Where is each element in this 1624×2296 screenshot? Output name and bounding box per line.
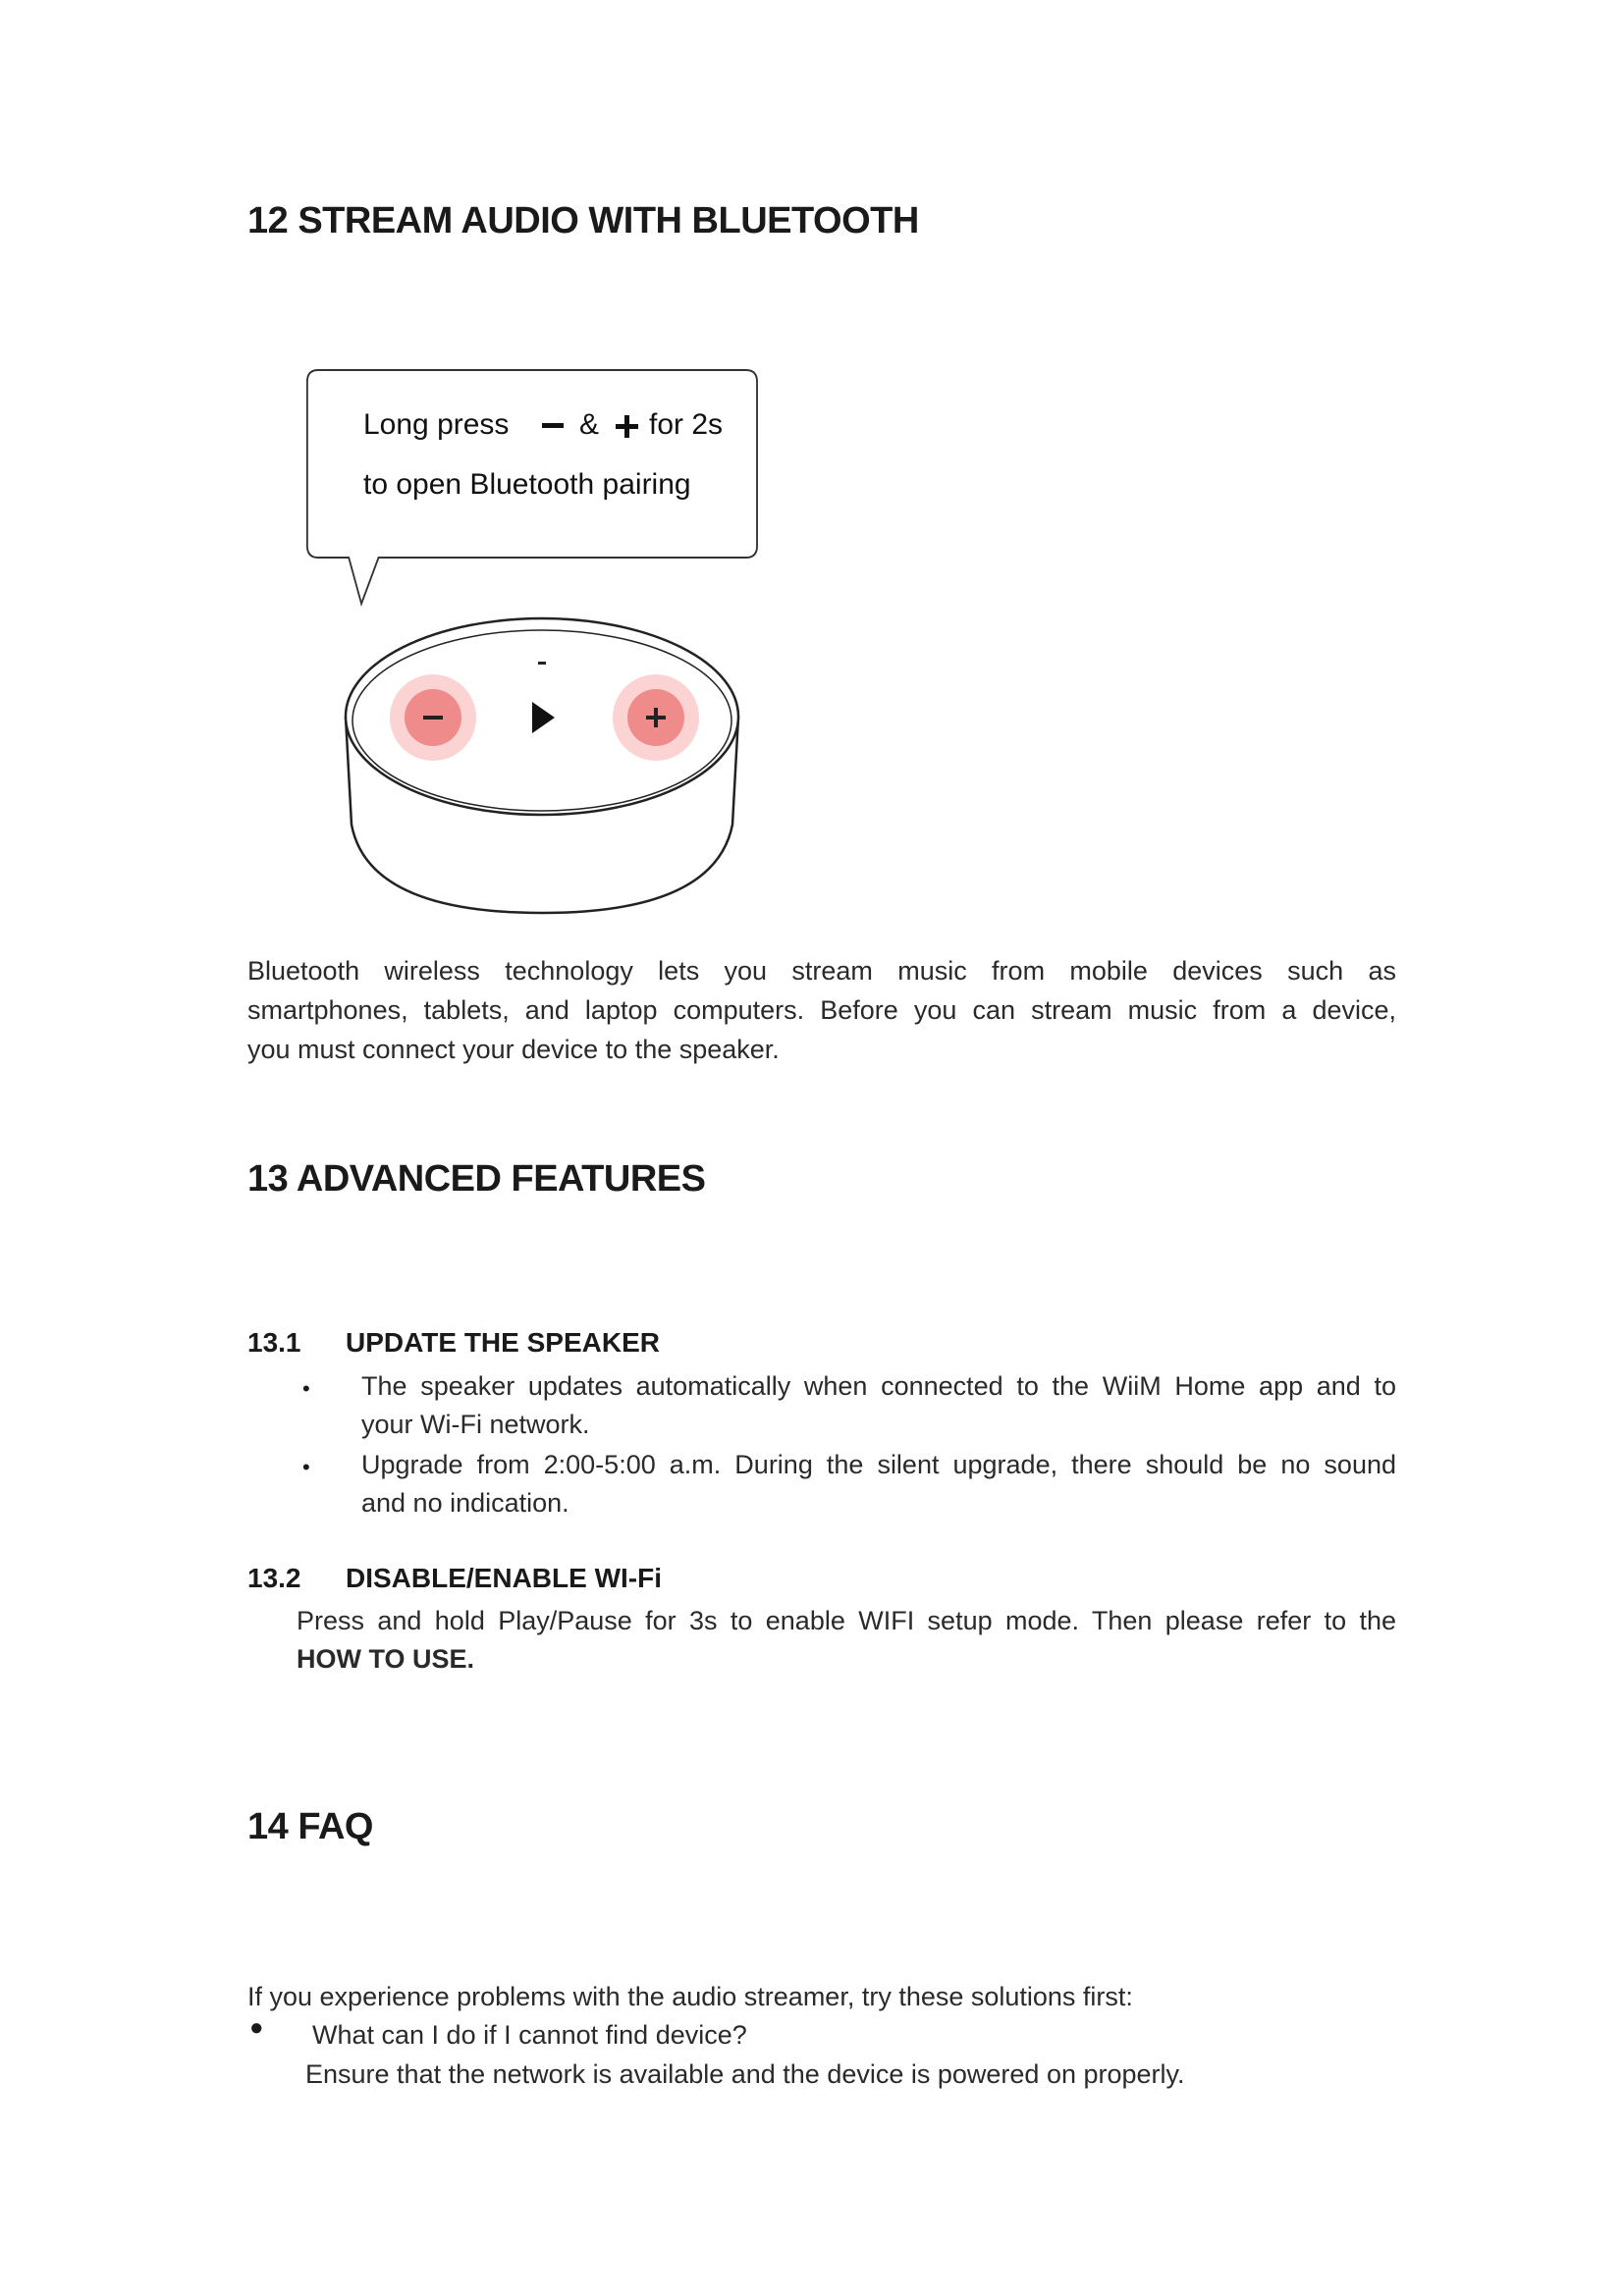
- bullet-2-line1: Upgrade from 2:00-5:00 a.m. During the silent upgrade, there should be no sound: [361, 1450, 1396, 1479]
- bullet-icon: •: [302, 1455, 310, 1479]
- bullet-icon: •: [302, 1376, 310, 1401]
- svg-text:Long press: [363, 408, 509, 441]
- section-14-heading: 14 FAQ: [247, 1806, 373, 1847]
- section-12-heading: 12 STREAM AUDIO WITH BLUETOOTH: [247, 200, 919, 241]
- callout-text-for: for 2s: [649, 408, 724, 441]
- section-12-para-line3: you must connect your device to the speaker.: [247, 1035, 780, 1064]
- callout-amp: &: [579, 408, 600, 441]
- subsection-13-2-title: DISABLE/ENABLE WI-Fi: [346, 1563, 662, 1593]
- faq-intro: If you experience problems with the audio streamer, try these solutions first:: [247, 1982, 1133, 2011]
- bluetooth-illustration: [295, 353, 766, 923]
- minus-icon: [542, 423, 564, 428]
- subsection-13-2-number: 13.2: [247, 1563, 301, 1593]
- subsection-13-2-line1: Press and hold Play/Pause for 3s to enable WIFI setup mode. Then please refer to the: [297, 1606, 1396, 1635]
- faq-question-1: What can I do if I cannot find device?: [312, 2020, 747, 2050]
- minus-button-highlight: [390, 674, 476, 761]
- subsection-13-1-number: 13.1: [247, 1327, 301, 1358]
- bullet-1-line2: your Wi-Fi network.: [361, 1410, 590, 1439]
- section-12-para-line2: smartphones, tablets, and laptop computers. Before you can stream music from a device,: [247, 995, 1396, 1025]
- callout-text-line2: to open Bluetooth pairing: [363, 468, 691, 501]
- bullet-icon: ●: [249, 2014, 264, 2041]
- bullet-2-line2: and no indication.: [361, 1488, 569, 1518]
- bullet-1-line1: The speaker updates automatically when connected to the WiiM Home app and to: [361, 1371, 1396, 1401]
- speaker-device: [346, 618, 738, 913]
- section-13-heading: 13 ADVANCED FEATURES: [247, 1158, 706, 1200]
- section-12-para-line1: Bluetooth wireless technology lets you stream music from mobile devices such as: [247, 956, 1396, 986]
- callout-text-long-press: Long press: [363, 408, 510, 441]
- how-to-use-reference: HOW TO USE.: [297, 1644, 475, 1674]
- subsection-13-1-title: UPDATE THE SPEAKER: [346, 1327, 660, 1358]
- faq-answer-1: Ensure that the network is available and the device is powered on properly.: [305, 2059, 1185, 2089]
- plus-button-highlight: [613, 674, 699, 761]
